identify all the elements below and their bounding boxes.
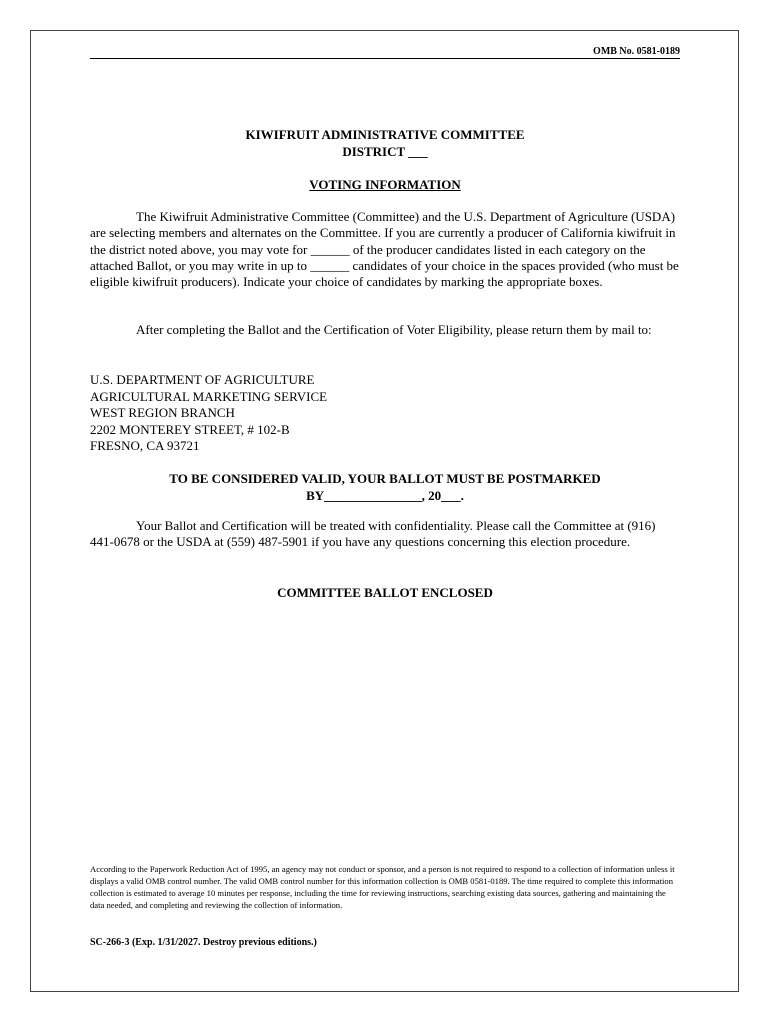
mailing-address bbox=[90, 372, 327, 455]
document-title bbox=[90, 126, 680, 160]
voting-instructions-paragraph: The Kiwifruit Administrative Committee (Committee) and the U.S. Department of Agriculture (USDA) are selecting members and alternates on the Committee. If you are currently a producer of California kiwifruit in the district noted above, you may vote for ______ of the producer candidates listed in each category on the attached Ballot, or you may write in up to ______ candidates of your choice in the spaces provided (who must be eligible kiwifruit producers). Indicate your choice of candidates by marking the appropriate boxes. bbox=[90, 209, 679, 290]
paperwork-reduction-notice: According to the Paperwork Reduction Act of 1995, an agency may not conduct or sponsor, and a person is not required to respond to a collection of information unless it displays a valid OMB control number. The valid OMB control number for this information collection is OMB 0581-0189. The time required to complete this information collection is estimated to average 10 minutes per response, including the time for reviewing instructions, searching existing data sources, gathering and maintaining the data needed, and completing and reviewing the collection of information. bbox=[90, 864, 675, 910]
return-instructions-paragraph: After completing the Ballot and the Certification of Voter Eligibility, please return them by mail to: bbox=[136, 322, 652, 337]
form-number: SC-266-3 (Exp. 1/31/2027. Destroy previous editions.) bbox=[90, 937, 317, 948]
address-line: AGRICULTURAL MARKETING SERVICE bbox=[90, 388, 328, 404]
section-heading-voting-information: VOTING INFORMATION bbox=[309, 177, 461, 192]
address-line: FRESNO, CA 93721 bbox=[90, 438, 200, 453]
title-line-district: DISTRICT ___ bbox=[342, 144, 428, 159]
postmark-deadline-notice bbox=[90, 471, 680, 504]
postmark-line: TO BE CONSIDERED VALID, YOUR BALLOT MUST BE POSTMARKED bbox=[169, 471, 601, 486]
address-line: U.S. DEPARTMENT OF AGRICULTURE bbox=[90, 372, 315, 387]
title-line-committee: KIWIFRUIT ADMINISTRATIVE COMMITTEE bbox=[245, 127, 525, 142]
ballot-enclosed-heading: COMMITTEE BALLOT ENCLOSED bbox=[277, 585, 493, 600]
page-border bbox=[30, 30, 739, 992]
address-line: WEST REGION BRANCH bbox=[90, 405, 235, 420]
omb-number: OMB No. 0581-0189 bbox=[90, 46, 680, 59]
confidentiality-paragraph: Your Ballot and Certification will be treated with confidentiality. Please call the Committee at (916) 441-0678 or the USDA at (559) 487-5901 if you have any questions concerning this election procedure. bbox=[90, 518, 656, 550]
address-line: 2202 MONTEREY STREET, # 102-B bbox=[90, 421, 290, 437]
postmark-date-line: BY_______________, 20___. bbox=[306, 487, 464, 503]
